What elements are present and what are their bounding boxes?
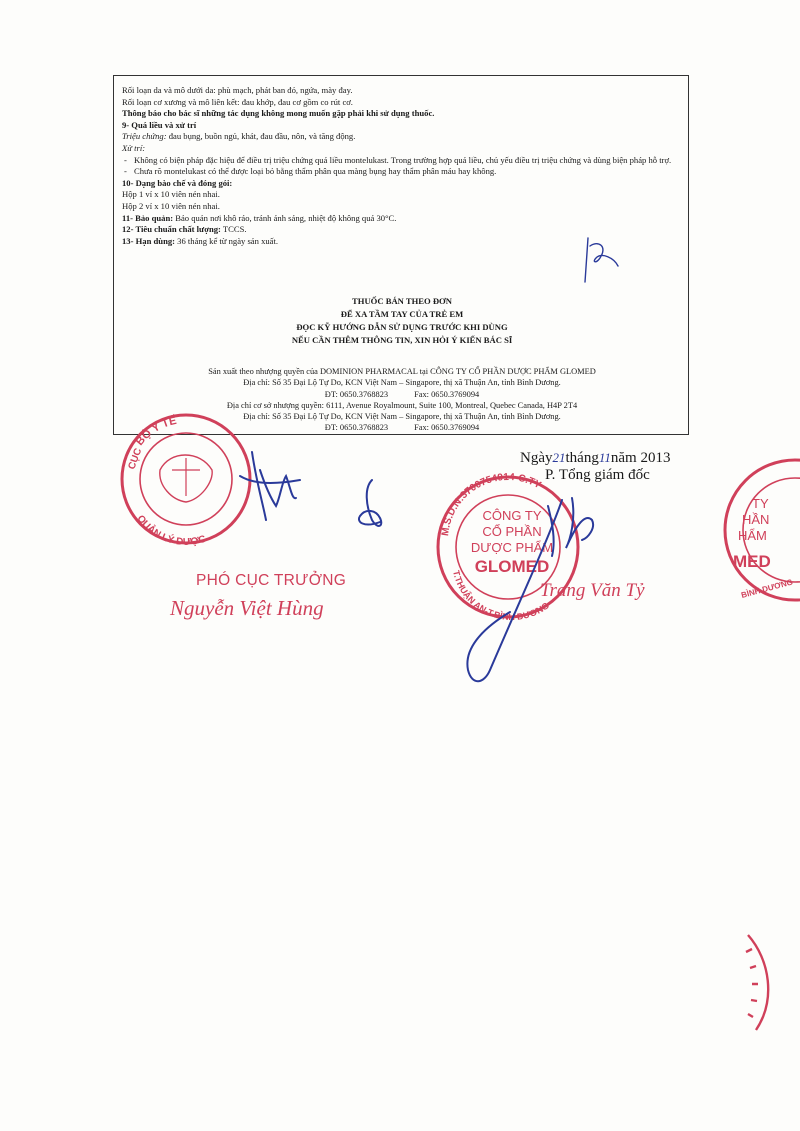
line-shelf-life bbox=[122, 236, 688, 248]
quality-lead: 12- Tiêu chuẩn chất lượng: bbox=[122, 224, 221, 235]
edge-stamp-line-3: HẨM bbox=[738, 528, 767, 543]
warning-prescription: THUỐC BÁN THEO ĐƠN bbox=[352, 296, 452, 306]
fax-2: Fax: 0650.3769094 bbox=[414, 423, 480, 433]
bullet-no-antidote: - Không có biện pháp đặc hiệu để điều trị triệu chứng quá liều montelukast. Trong trường hợp quá liều, chủ yếu điều trị triệu chứng và dùng biện pháp hỗ trợ. bbox=[124, 154, 672, 165]
manufacturer-contact bbox=[114, 389, 690, 400]
date-day: 21 bbox=[552, 450, 566, 465]
quality-text: TCCS. bbox=[222, 224, 247, 235]
left-signer-name: Nguyễn Việt Hùng bbox=[170, 596, 324, 620]
line-notify-doctor: Thông báo cho bác sĩ những tác dụng không mong muốn gặp phải khi sử dụng thuốc. bbox=[122, 108, 435, 119]
date-month: 11 bbox=[598, 450, 611, 465]
right-stamp-ring-bottom: T.THUẬN AN-T.BÌNH DƯƠNG bbox=[451, 569, 551, 623]
right-stamp-line-2: CỔ PHẦN bbox=[482, 524, 542, 539]
manufacturer-address-2: Địa chỉ: Số 35 Đại Lộ Tự Do, KCN Việt Nam – Singapore, thị xã Thuận An, tỉnh Bình Dương. bbox=[243, 412, 561, 422]
line-storage bbox=[122, 213, 688, 225]
line-skin-disorders: Rối loạn da và mô dưới da: phù mạch, phát ban đỏ, ngứa, mày đay. bbox=[122, 85, 353, 95]
edge-stamp-line-2: HẦN bbox=[742, 512, 770, 527]
line-pack-2: Hộp 2 vỉ x 10 viên nén nhai. bbox=[122, 200, 220, 211]
leaflet-lines bbox=[122, 85, 688, 247]
right-stamp-line-1: CÔNG TY bbox=[482, 508, 542, 523]
right-stamp-center-text bbox=[471, 508, 553, 576]
line-quality-standard bbox=[122, 224, 688, 236]
edge-stamp-line-1: TY bbox=[752, 496, 769, 511]
manufacturer-address: Địa chỉ: Số 35 Đại Lộ Tự Do, KCN Việt Nam – Singapore, thị xã Thuận An, tỉnh Bình Dương. bbox=[243, 378, 561, 388]
left-stamp-ring-bottom: QUẢN LÝ DƯỢC bbox=[134, 513, 208, 549]
left-blue-signature bbox=[240, 452, 381, 526]
right-signer-name: Trang Văn Tỷ bbox=[540, 580, 645, 601]
warning-children: ĐỂ XA TẦM TAY CỦA TRẺ EM bbox=[340, 309, 464, 319]
signer-title: P. Tổng giám đốc bbox=[545, 467, 650, 483]
leaflet-text-box bbox=[113, 75, 689, 435]
symptoms-lead: Triệu chứng: bbox=[122, 131, 167, 142]
section-dosage-form-heading: 10- Dạng bào chế và đóng gói: bbox=[122, 177, 233, 188]
manufacturer-contact-2 bbox=[114, 422, 690, 433]
left-stamp-ring-top: BỘ Y TẾ bbox=[133, 414, 178, 448]
storage-text: Bảo quản nơi khô ráo, tránh ánh sáng, nhiệt độ không quá 30°C. bbox=[175, 212, 397, 223]
date-line bbox=[520, 450, 670, 467]
fax-1: Fax: 0650.3769094 bbox=[414, 389, 480, 399]
edge-stamp-ring: BÌNH DƯƠNG bbox=[740, 577, 794, 600]
date-month-label: tháng bbox=[565, 450, 599, 466]
section-overdose-heading: 9- Quá liều và xử trí bbox=[122, 119, 197, 130]
warning-read-instructions: ĐỌC KỸ HƯỚNG DẪN SỬ DỤNG TRƯỚC KHI DÙNG bbox=[296, 322, 508, 332]
bullet-dialysis-text: Chưa rõ montelukast có thể được loại bỏ bằng thẩm phân qua màng bụng hay thẩm phân máu hay không. bbox=[134, 166, 497, 177]
storage-lead: 11- Bảo quản: bbox=[122, 212, 174, 223]
manufacturer-line: Sản xuất theo nhượng quyền của DOMINION PHARMACAL tại CÔNG TY CỔ PHẦN DƯỢC PHẨM GLOMED bbox=[208, 367, 596, 376]
licensor-address: Địa chỉ cơ sở nhượng quyền: 6111, Avenue Royalmount, Suite 100, Montreal, Quebec Canada, H4P 2T4 bbox=[226, 400, 578, 410]
bullet-no-antidote-text: Không có biện pháp đặc hiệu để điều trị triệu chứng quá liều montelukast. Trong trường hợp quá liều, chủ yếu điều trị triệu chứng và dùng biện pháp hỗ trợ. bbox=[134, 154, 672, 165]
phone-2: ĐT: 0650.3768823 bbox=[324, 423, 389, 433]
bottom-edge-stamp-fragment bbox=[746, 935, 768, 1030]
left-signer-role: PHÓ CỤC TRƯỞNG bbox=[196, 572, 347, 589]
line-treatment-label: Xử trí: bbox=[122, 142, 146, 153]
shelf-life-lead: 13- Hạn dùng: bbox=[122, 235, 176, 246]
date-year: năm 2013 bbox=[610, 450, 671, 466]
line-pack-1: Hộp 1 vỉ x 10 viên nén nhai. bbox=[122, 189, 220, 200]
warning-ask-doctor: NẾU CẦN THÊM THÔNG TIN, XIN HỎI Ý KIẾN BÁC SĨ bbox=[291, 335, 513, 345]
right-stamp-line-4: GLOMED bbox=[474, 557, 550, 576]
phone-1: ĐT: 0650.3768823 bbox=[324, 389, 389, 399]
edge-stamp-line-4: MED bbox=[733, 552, 771, 571]
warning-block bbox=[114, 295, 690, 347]
right-stamp-line-3: DƯỢC PHẨM bbox=[470, 540, 554, 555]
edge-stamp bbox=[725, 460, 800, 600]
edge-stamp-text bbox=[733, 496, 794, 600]
right-stamp-ring-top: M.S.D.N:3700754914-C.TY bbox=[440, 471, 543, 537]
date-prefix: Ngày bbox=[520, 450, 553, 466]
shelf-life-text: 36 tháng kể từ ngày sản xuất. bbox=[177, 235, 279, 246]
line-musculoskeletal: Rối loạn cơ xương và mô liên kết: đau khớp, đau cơ gồm co rút cơ. bbox=[122, 96, 353, 107]
manufacturer-block bbox=[114, 366, 690, 434]
symptoms-text: đau bụng, buồn ngủ, khát, đau đầu, nôn, và tăng động. bbox=[166, 131, 356, 142]
line-symptoms bbox=[122, 131, 688, 143]
left-stamp-ring-left: CỤC bbox=[126, 446, 145, 472]
bullet-dialysis: - Chưa rõ montelukast có thể được loại bỏ bằng thẩm phân qua màng bụng hay thẩm phân máu hay không. bbox=[124, 166, 497, 177]
